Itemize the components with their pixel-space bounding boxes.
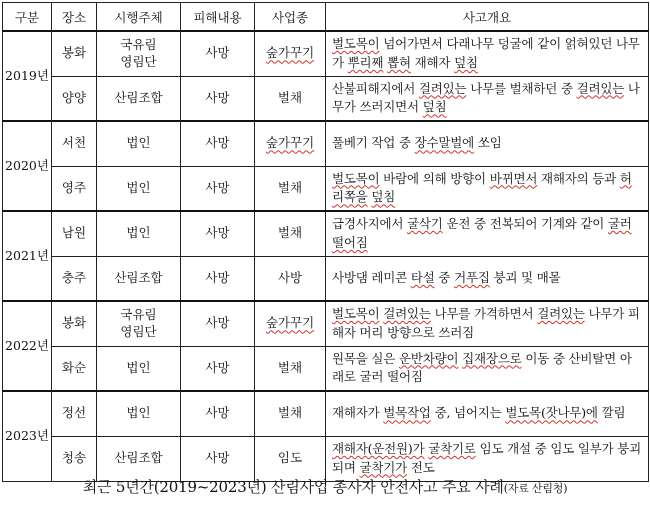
table-body — [3, 31, 649, 481]
accident-cases-table — [2, 2, 649, 482]
table-row — [3, 121, 649, 166]
cell-place: 봉화 — [52, 31, 97, 76]
cell-agency: 산림조합 — [97, 256, 181, 301]
header-place: 장소 — [52, 3, 97, 32]
cell-summary: 산불피해지에서 걸려있는 나무를 벌채하던 중 걸려있는 나무가 쓰러지면서 덮침 — [326, 76, 649, 121]
cell-place: 남원 — [52, 211, 97, 256]
cell-damage: 사망 — [181, 301, 255, 346]
cell-place: 서천 — [52, 121, 97, 166]
cell-damage: 사망 — [181, 166, 255, 211]
caption-source: (자료 산림청) — [503, 482, 568, 495]
cell-place: 정선 — [52, 391, 97, 436]
cell-damage: 사망 — [181, 436, 255, 481]
cell-summary: 벌도목이 바람에 의해 방향이 바뀌면서 재해자의 등과 허리쪽을 덮침 — [326, 166, 649, 211]
cell-work-type: 벌채 — [255, 76, 326, 121]
table-row — [3, 301, 649, 346]
header-agency: 시행주체 — [97, 3, 181, 32]
cell-agency: 법인 — [97, 391, 181, 436]
table-row — [3, 436, 649, 481]
cell-year: 2023년 — [3, 391, 52, 481]
table-row — [3, 391, 649, 436]
cell-work-type: 숲가꾸기 — [255, 121, 326, 166]
cell-work-type: 사방 — [255, 256, 326, 301]
header-damage: 피해내용 — [181, 3, 255, 32]
cell-agency: 법인 — [97, 166, 181, 211]
cell-agency: 법인 — [97, 121, 181, 166]
cell-year: 2022년 — [3, 301, 52, 391]
cell-summary: 벌도목이 걸려있는 나무를 가격하면서 걸려있는 나무가 피해자 머리 방향으로 쓰러짐 — [326, 301, 649, 346]
cell-summary: 사방댐 레미콘 타설 중 거푸집 붕괴 및 매몰 — [326, 256, 649, 301]
cell-damage: 사망 — [181, 391, 255, 436]
table-row — [3, 76, 649, 121]
cell-damage: 사망 — [181, 76, 255, 121]
table-header-row — [3, 3, 649, 32]
cell-place: 충주 — [52, 256, 97, 301]
cell-place: 화순 — [52, 346, 97, 391]
cell-place: 봉화 — [52, 301, 97, 346]
header-work-type: 사업종 — [255, 3, 326, 32]
header-summary: 사고개요 — [326, 3, 649, 32]
cell-damage: 사망 — [181, 346, 255, 391]
cell-year: 2020년 — [3, 121, 52, 211]
cell-work-type: 벌채 — [255, 211, 326, 256]
cell-year: 2019년 — [3, 31, 52, 121]
header-year: 구분 — [3, 3, 52, 32]
caption-title: 최근 5년간(2019~2023년) 산림사업 종사자 안전사고 주요 사례 — [82, 478, 504, 496]
cell-work-type: 숲가꾸기 — [255, 301, 326, 346]
table-row — [3, 211, 649, 256]
cell-agency: 법인 — [97, 211, 181, 256]
cell-damage: 사망 — [181, 121, 255, 166]
cell-summary: 재해자(운전원)가 굴착기로 임도 개설 중 임도 일부가 붕괴되며 굴착기가 전도 — [326, 436, 649, 481]
table-row — [3, 346, 649, 391]
cell-summary: 재해자가 벌목작업 중, 넘어지는 벌도목(잣나무)에 깔림 — [326, 391, 649, 436]
cell-summary: 원목을 실은 운반차량이 집재장으로 이동 중 산비탈면 아래로 굴러 떨어짐 — [326, 346, 649, 391]
cell-work-type: 벌채 — [255, 346, 326, 391]
cell-agency: 국유림 영림단 — [97, 301, 181, 346]
cell-summary: 풀베기 작업 중 장수말벌에 쏘임 — [326, 121, 649, 166]
cell-damage: 사망 — [181, 31, 255, 76]
cell-work-type: 임도 — [255, 436, 326, 481]
cell-damage: 사망 — [181, 256, 255, 301]
cell-place: 영주 — [52, 166, 97, 211]
cell-work-type: 벌채 — [255, 166, 326, 211]
cell-agency: 국유림 영림단 — [97, 31, 181, 76]
cell-work-type: 숲가꾸기 — [255, 31, 326, 76]
table-row — [3, 31, 649, 76]
table-row — [3, 166, 649, 211]
cell-agency: 산림조합 — [97, 436, 181, 481]
cell-place: 청송 — [52, 436, 97, 481]
table-row — [3, 256, 649, 301]
cell-work-type: 벌채 — [255, 391, 326, 436]
cell-year: 2021년 — [3, 211, 52, 301]
cell-agency: 산림조합 — [97, 76, 181, 121]
cell-damage: 사망 — [181, 211, 255, 256]
cell-agency: 법인 — [97, 346, 181, 391]
cell-summary: 벌도목이 넘어가면서 다래나무 덩굴에 같이 얽혀있던 나무가 뿌리째 뽑혀 재해자 덮침 — [326, 31, 649, 76]
table-caption — [0, 476, 650, 497]
cell-place: 양양 — [52, 76, 97, 121]
cell-summary: 급경사지에서 굴삭기 운전 중 전복되어 기계와 같이 굴러떨어짐 — [326, 211, 649, 256]
